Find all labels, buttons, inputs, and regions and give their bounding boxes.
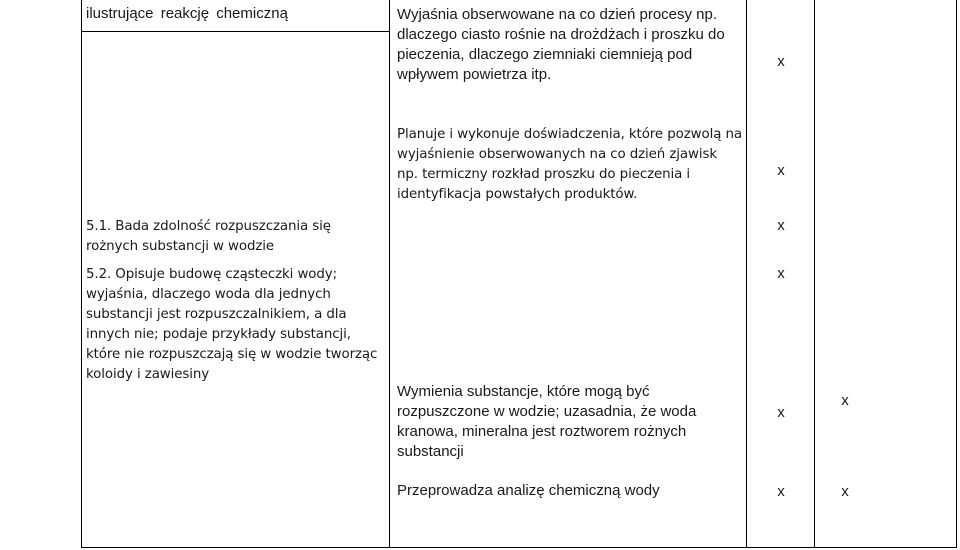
- table-border-bottom: [81, 547, 957, 548]
- column-divider-2: [746, 0, 747, 548]
- column-divider-3: [814, 0, 815, 548]
- table-cell-mark: x: [841, 392, 849, 409]
- table-cell-topic: 5.1. Bada zdolność rozpuszczania się rożnych substancji w wodzie: [86, 219, 331, 254]
- table-cell-mark: x: [777, 483, 785, 500]
- row-divider-1: [81, 31, 390, 32]
- column-divider-1: [389, 0, 390, 548]
- table-cell-requirement: Wyjaśnia obserwowane na co dzień procesy np. dlaczego ciasto rośnie na drożdżach i proszku do pieczenia, dlaczego ziemniaki ciemnieją pod wpływem powietrza itp.: [397, 6, 725, 83]
- table-border-left: [81, 0, 82, 548]
- table-border-right: [956, 0, 957, 548]
- table-cell-mark: x: [777, 265, 785, 282]
- table-cell-topic: 5.2. Opisuje budowę cząsteczki wody; wyjaśnia, dlaczego woda dla jednych substancji jest rozpuszczalnikiem, a dla innych nie; podaje przykłady substancji, które nie rozpuszczają się w wodzie tworząc koloidy i zawiesiny: [86, 267, 378, 382]
- table-cell-mark: x: [777, 217, 785, 234]
- table-cell-mark: x: [777, 404, 785, 421]
- table-cell-mark: x: [777, 162, 785, 179]
- table-cell-requirement: Wymienia substancje, które mogą być rozpuszczone w wodzie; uzasadnia, że woda kranowa, mineralna jest roztworem rożnych substancji: [397, 383, 697, 460]
- table-cell-requirement: Przeprowadza analizę chemiczną wody: [397, 482, 660, 499]
- table-cell-mark: x: [841, 483, 849, 500]
- table-cell-mark: x: [777, 53, 785, 70]
- table-cell-topic: ilustrujące reakcję chemiczną: [86, 5, 288, 22]
- table-cell-requirement: Planuje i wykonuje doświadczenia, które pozwolą na wyjaśnienie obserwowanych na co dzień zjawisk np. termiczny rozkład proszku do pieczenia i identyfikacja powstałych produktów.: [397, 127, 742, 202]
